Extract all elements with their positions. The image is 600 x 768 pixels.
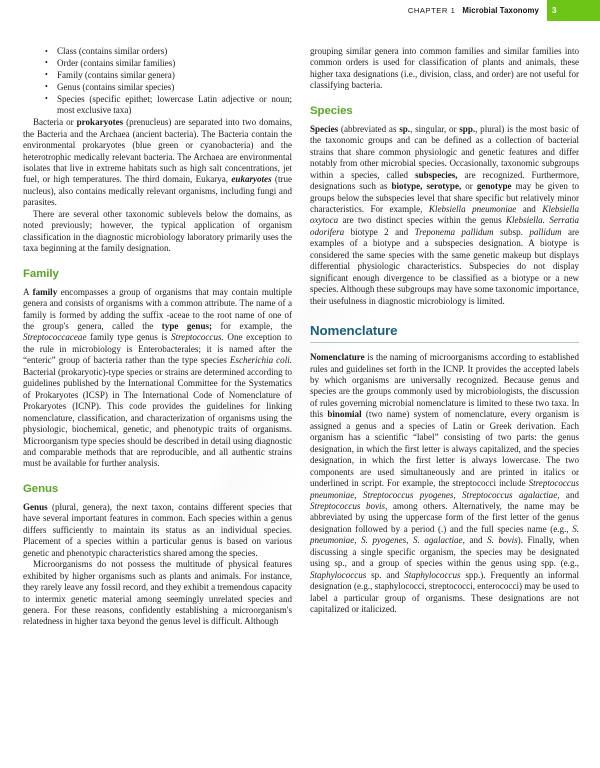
list-item-text: Order (contains similar families) (57, 57, 176, 68)
taxon-abbrev-list: S. pneumoniae, S. pyogenes, S. agalactiae, (310, 523, 579, 546)
text-run: Bacteria or (33, 117, 77, 128)
paragraph-nomenclature (310, 352, 579, 615)
abbrev-spp: spp. (459, 123, 476, 134)
list-item-text: Family (contains similar genera) (57, 69, 175, 80)
chapter-title: Microbial Taxonomy (462, 6, 539, 15)
taxon-serratia-odorifera: Serratia odorifera (310, 215, 580, 237)
list-item-text: Class (contains similar orders) (57, 46, 168, 56)
chapter-label: CHAPTER 1 (407, 6, 456, 15)
list-item-text: Genus (contains similar species) (57, 81, 175, 92)
paragraph-bacteria (23, 117, 292, 209)
text-run: sp. and (366, 569, 405, 580)
taxon-streptococcaceae: Streptococcaceae (23, 332, 87, 343)
text-run: biotype 2 and (344, 226, 415, 237)
text-run: and (464, 535, 488, 546)
heading-genus: Genus (23, 482, 59, 495)
list-item (57, 82, 292, 93)
heading-family: Family (23, 267, 59, 280)
text-run: are examples of a biotype and a subspecies designation. A biotype is considered the same species with the same genetic makeup but displays differential physiologic characteristics. Subspecies do not display significant enough divergence to be classified as a biotype or a new species. Although these subgroups may have some taxonomic importance, their usefulness in diagnostic microbiology is limited. (310, 226, 579, 306)
text-run: , plural) is the most basic of the taxonomic groups and can be defined as a collection of bacterial strains that share common physiologic and genetic features and differ notably from other microbial species. Occasionally, taxonomic subgroups within a species, called (310, 123, 579, 180)
text-run: (true nucleus), also contains medically relevant organisms, including fungi and parasites. (23, 174, 293, 208)
text-run: A (23, 286, 33, 297)
text-run: Bacterial (prokaryotic)-type species or strains are determined according to guidelines published by the International Committee for the Systematics of Prokaryotes (ICSP) in The International Code of Nomenclature of Prokaryotes (ICNP). This code provides the guidelines for linking nomenclature, classification, and characterization of organisms using the physiologic, biochemical, genetic, and phenotypic traits of organisms. Microorganism type species should be described in detail using diagnostic and comparable methods that are reproducible, and all authentic strains must be available for further analysis. (23, 366, 292, 469)
term-eukaryotes: eukaryotes (231, 174, 272, 185)
page-number: 3 (552, 6, 557, 15)
text-run: may be given to groups below the subspecies level that share specific but relatively minor characteristics. For example, (310, 181, 579, 214)
text-run: is the naming of microorganisms according to established rules and guidelines set forth in the ICNP. It provides the accepted labels by which organisms are universally recognized. Because genus and species are the groups commonly used by microbiologists, the discussion of rules governing microbial nomenclature is limited to these two taxa. In this (310, 352, 579, 420)
term-prokaryotes: prokaryotes (76, 117, 124, 128)
text-run: (two name) system of nomenclature, every organism is assigned a genus and a species of Latin or Greek derivation. Each organism has a scientific “label” consisting of two parts: the genus designation, in which the first letter is always capitalized, and the species designation, in which the first letter is always lowercase. The two components are used simultaneously and are printed in italics or underlined in script. For example, the streptococci include (310, 409, 579, 489)
abbrev-sp: sp. (399, 123, 411, 134)
term-genotype: genotype (476, 181, 512, 192)
taxon-pallidum-subsp: pallidum (529, 226, 562, 237)
text-run: or (461, 181, 477, 192)
heading-species: Species (310, 104, 353, 117)
term-biotype-serotype: biotype, serotype, (391, 181, 462, 192)
text-run: among others. Alternatively, the name may be abbreviated by using the uppercase form of the first letter of the genus designation followed by a period (.) and the full species name (e.g., (310, 500, 579, 534)
text-run: subsp. (493, 226, 530, 237)
text-run: , singular, or (410, 123, 460, 134)
paragraph-continued: grouping similar genera into common families and similar families into common orders is used for classification of plants and animals, these higher taxa designations (i.e., division, class, and order) are not useful for classifying bacteria. (310, 46, 579, 91)
taxon-streptococcus-list: Streptococcus pneumoniae, Streptococcus pyogenes, Streptococcus agalactiae, (310, 478, 579, 500)
paragraph-sublevels: There are several other taxonomic sublevels below the domains, as noted previously; however, the typical application of organism classification in the diagnostic microbiology laboratory primarily uses the taxa beginning at the family designation. (23, 208, 292, 254)
text-run: and (559, 489, 579, 500)
text-run: ). Finally, when discussing a single specific organism, the species may be designated using sp., and a group of species within the genus using spp. (e.g., (310, 535, 579, 569)
list-item-text: Species (specific epithet; lowercase Latin adjective or noun; most exclusive taxa) (57, 93, 292, 116)
paragraph-genus-2: Microorganisms do not possess the multitude of physical features exhibited by higher organisms such as plants and animals. For instance, they rarely leave any fossil record, and they exhibit a tremendous capacity to intermix genetic material among seemingly unrelated species and genera. For these reasons, confidently establishing a microorganism's relatedness in higher taxa beyond the genus level is difficult. Although (23, 559, 292, 627)
taxon-streptococcus-bovis: Streptococcus bovis, (310, 500, 388, 511)
list-item (57, 58, 292, 69)
taxa-rank-list (23, 46, 292, 117)
taxon-treponema-pallidum: Treponema pallidum (414, 226, 494, 237)
text-run: (prenucleus) are separated into two domains, the Bacteria and the Archaea (ancient bacteria). The Bacteria contain the environmental prokaryotes (blue green or cyanobacteria) and the heterotrophic medically relevant bacteria. The Archaea are environmental isolates that live in extreme habitats such as high salt concentrations, jet fuel, or high temperatures. The third domain, Eukarya, (23, 117, 293, 185)
taxon-klebsiella-pneumoniae: Klebsiella pneumoniae (428, 203, 517, 214)
taxon-escherichia-coli: Escherichia coli. (229, 355, 292, 366)
term-species: Species (310, 123, 339, 134)
term-genus: Genus (23, 501, 48, 512)
term-binomial: binomial (327, 409, 362, 420)
text-run: family type genus is (86, 332, 172, 343)
taxon-staphylococcus-sp: Staphylococcus (310, 569, 367, 580)
text-run: are two distinct species within the genus (338, 215, 506, 226)
taxon-klebsiella: Klebsiella. (506, 215, 545, 226)
running-head-text (408, 6, 547, 15)
text-run: (abbreviated as (338, 123, 400, 134)
text-run: spp.). Frequently an informal designation (e.g., staphylococci, streptococci, enterococci) may be used to label a particular group of organisms. These designations are not capitalized or italicized. (310, 569, 579, 615)
heading-nomenclature: Nomenclature (310, 323, 398, 339)
taxon-staphylococcus-spp: Staphylococcus (404, 569, 461, 580)
list-item (57, 70, 292, 81)
text-run: encompasses a group of organisms that may contain multiple genera and consists of organisms with a common attribute. The name of a family is formed by adding the suffix -aceae to the root name of one of the group's genera, called the (23, 286, 293, 332)
term-type-genus: type genus; (161, 321, 213, 332)
text-run: and (516, 203, 543, 214)
paragraph-species (310, 124, 579, 307)
taxon-klebsiella-oxytoca: Klebsiella oxytoca (310, 203, 579, 226)
list-item (57, 94, 292, 117)
left-column (23, 46, 292, 752)
text-run: are recognized. Furthermore, designations such as (310, 169, 579, 192)
taxon-s-bovis: S. bovis (487, 535, 518, 546)
heading-rule (310, 342, 579, 343)
text-run: for example, the (212, 321, 293, 332)
term-nomenclature: Nomenclature (310, 352, 365, 363)
right-column (310, 46, 579, 752)
text-run: (plural, genera), the next taxon, contains different species that have several important features in common. Each species within a genus differs sufficiently to maintain its status as an individual species. Placement of a species within a particular genus is based on various genetic and phenotypic characteristics shared among the species. (23, 501, 292, 558)
two-column-body (23, 46, 579, 752)
term-subspecies: subspecies, (415, 169, 458, 180)
list-item (57, 46, 292, 57)
text-run: One exception to the rule in microbiology is Enterobacterales; it is named after the “enteric” group of bacteria rather than the type species (23, 332, 292, 366)
term-family: family (32, 286, 58, 297)
taxon-streptococcus: Streptococcus. (171, 332, 224, 343)
page-number-block (547, 0, 600, 21)
paragraph-family (23, 287, 292, 470)
running-head (0, 0, 600, 21)
paragraph-genus-1 (23, 502, 292, 559)
